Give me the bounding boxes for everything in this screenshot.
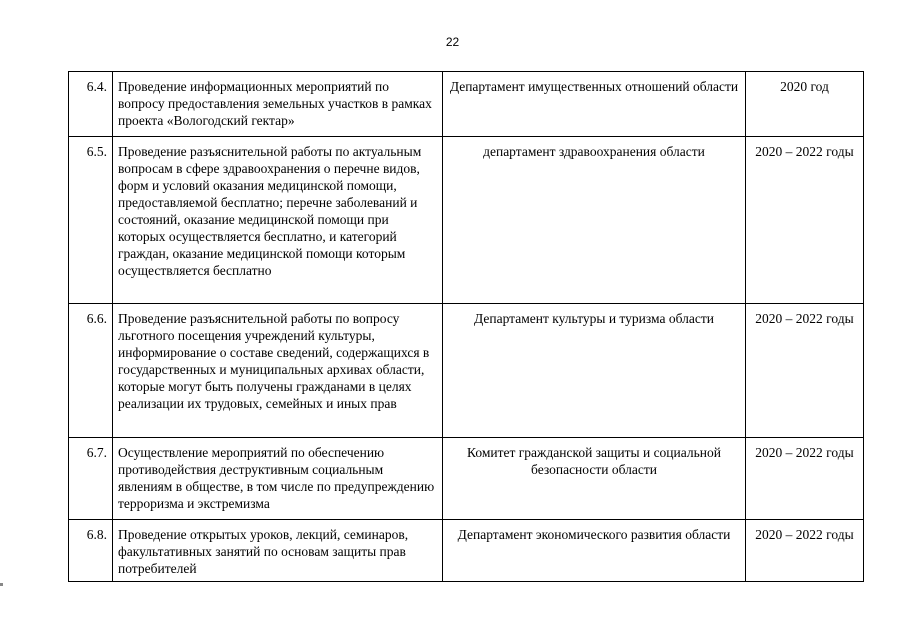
item-number: 6.7.: [69, 438, 113, 520]
responsible-department: Комитет гражданской защиты и социальной безопасности области: [443, 438, 746, 520]
table-row: [69, 520, 864, 582]
table-row: [69, 72, 864, 137]
measure-description: Проведение открытых уроков, лекций, семинаров, факультативных занятий по основам защиты прав потребителей: [113, 520, 443, 582]
implementation-period: 2020 – 2022 годы: [746, 304, 864, 438]
responsible-department: Департамент культуры и туризма области: [443, 304, 746, 438]
implementation-period: 2020 – 2022 годы: [746, 520, 864, 582]
page-number: 22: [445, 35, 460, 49]
measure-description: Осуществление мероприятий по обеспечению противодействия деструктивным социальным явлениям в обществе, в том числе по предупреждению терроризма и экстремизма: [113, 438, 443, 520]
implementation-period: 2020 – 2022 годы: [746, 137, 864, 304]
table-row: [69, 137, 864, 304]
table-row: [69, 304, 864, 438]
measures-table: [68, 71, 864, 582]
item-number: 6.6.: [69, 304, 113, 438]
responsible-department: Департамент экономического развития области: [443, 520, 746, 582]
implementation-period: 2020 – 2022 годы: [746, 438, 864, 520]
measure-description: Проведение разъяснительной работы по вопросу льготного посещения учреждений культуры, информирование о составе сведений, содержащихся в государственных и муниципальных архивах области, которые могут быть получены гражданами в целях реализации их трудовых, семейных и иных прав: [113, 304, 443, 438]
responsible-department: Департамент имущественных отношений области: [443, 72, 746, 137]
table-row: [69, 438, 864, 520]
item-number: 6.4.: [69, 72, 113, 137]
implementation-period: 2020 год: [746, 72, 864, 137]
responsible-department: департамент здравоохранения области: [443, 137, 746, 304]
item-number: 6.8.: [69, 520, 113, 582]
item-number: 6.5.: [69, 137, 113, 304]
measure-description: Проведение разъяснительной работы по актуальным вопросам в сфере здравоохранения о перечне видов, форм и условий оказания медицинской помощи, предоставляемой бесплатно; перечне заболеваний и состояний, оказание медицинской помощи при которых осуществляется бесплатно, и категорий граждан, оказание медицинской помощи которым осуществляется бесплатно: [113, 137, 443, 304]
measure-description: Проведение информационных мероприятий по вопросу предоставления земельных участков в рамках проекта «Вологодский гектар»: [113, 72, 443, 137]
scan-margin-mark: [0, 583, 3, 586]
